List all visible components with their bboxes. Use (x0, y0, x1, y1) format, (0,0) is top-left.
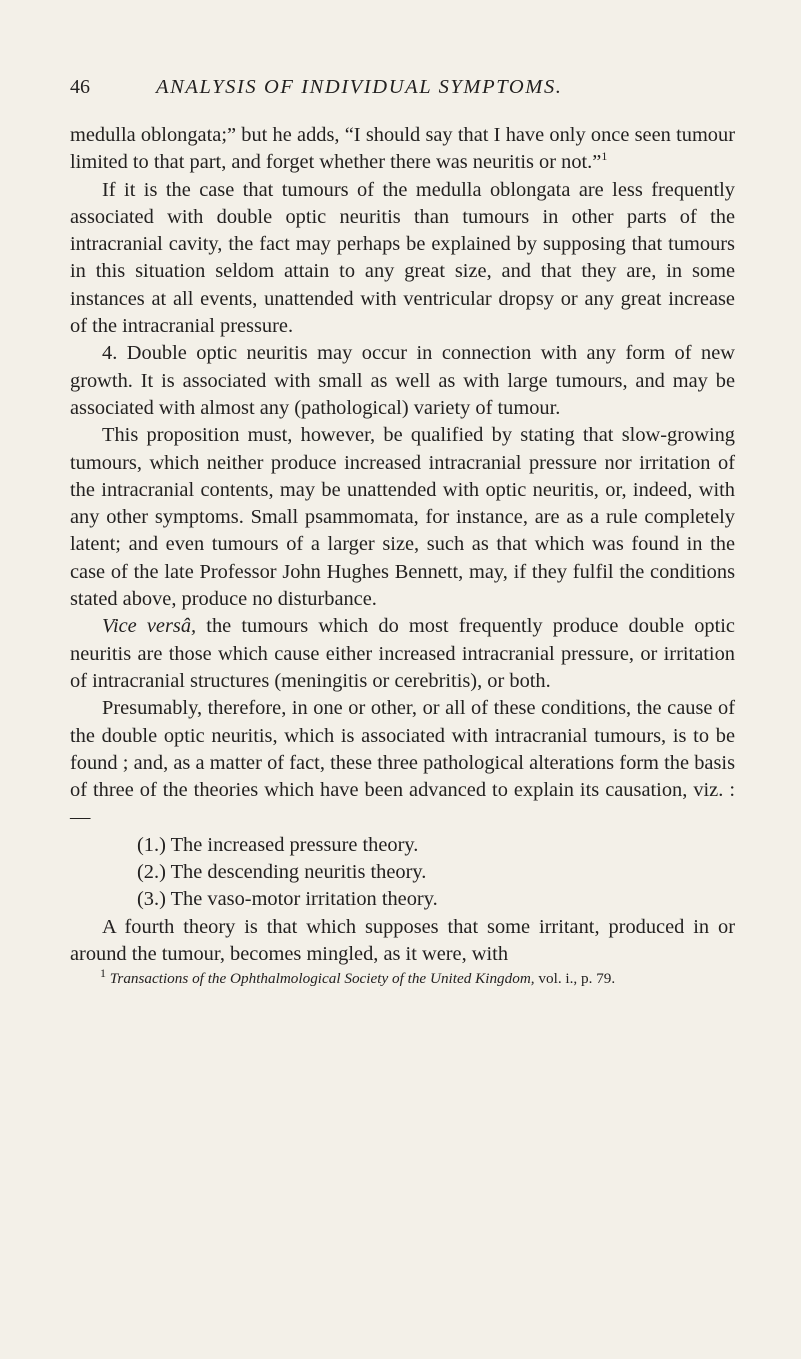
footnote (70, 966, 735, 989)
theory-list-item-3: (3.) The vaso-motor irritation theory. (137, 888, 438, 911)
paragraph-3: 4. Double optic neuritis may occur in connection with any form of new growth. It is associated with small as well as with large tumours, and may be associated with almost any (pathological) variety of tumour. (70, 342, 735, 419)
page-number: 46 (70, 76, 90, 98)
paragraph-7: A fourth theory is that which supposes that some irritant, produced in or around the tumour, becomes mingled, as it were, with (70, 915, 735, 965)
paragraph-1 (70, 122, 735, 177)
paragraph-5-text: the tumours which do most frequently produce double optic neuritis are those which cause either increased intracranial pressure, or irritation of intracranial structures (meningitis or cerebritis), or both. (70, 615, 735, 692)
paragraph-5 (70, 613, 735, 695)
paragraph-5-italic: Vice versâ, (102, 615, 197, 638)
footnote-marker: 1 (100, 966, 106, 981)
body-text (70, 122, 735, 968)
running-head: ANALYSIS OF INDIVIDUAL SYMPTOMS. (156, 76, 563, 98)
book-page (70, 76, 735, 989)
paragraph-2: If it is the case that tumours of the medulla oblongata are less frequently associated with double optic neuritis than tumours in other parts of the intracranial cavity, the fact may perhaps be explained by supposing that tumours in this situation seldom attain to any great size, and that they are, in some instances at all events, unattended with ventricular dropsy or any great increase of the intracranial pressure. (70, 178, 735, 338)
theory-list-item-2: (2.) The descending neuritis theory. (137, 861, 427, 884)
paragraph-4: This proposition must, however, be qualified by stating that slow-growing tumours, which neither produce increased intracranial pressure nor irritation of the intracranial contents, may be unattended with optic neuritis, or, indeed, with any other symptoms. Small psammomata, for instance, are as a rule completely latent; and even tumours of a larger size, such as that which was found in the case of the late Professor John Hughes Bennett, may, if they fulfil the conditions stated above, produce no disturbance. (70, 424, 735, 611)
theory-list-item-1: (1.) The increased pressure theory. (137, 833, 419, 856)
footnote-reference: 1 (601, 149, 608, 164)
paragraph-1-text: medulla oblongata;” but he adds, “I should say that I have only once seen tumour limited to that part, and forget whether there was neuritis or not.” (70, 124, 735, 174)
paragraph-6: Presumably, therefore, in one or other, or all of these conditions, the cause of the double optic neuritis, which is associated with intracranial tumours, is to be found ; and, as a matter of fact, these three pathological alterations form the basis of three of the theories which have been advanced to explain its causation, viz. :— (70, 697, 735, 829)
footnote-citation: vol. i., p. 79. (534, 970, 616, 988)
footnote-source: Transactions of the Ophthalmological Society of the United Kingdom, (109, 970, 535, 988)
page-header (70, 76, 735, 112)
